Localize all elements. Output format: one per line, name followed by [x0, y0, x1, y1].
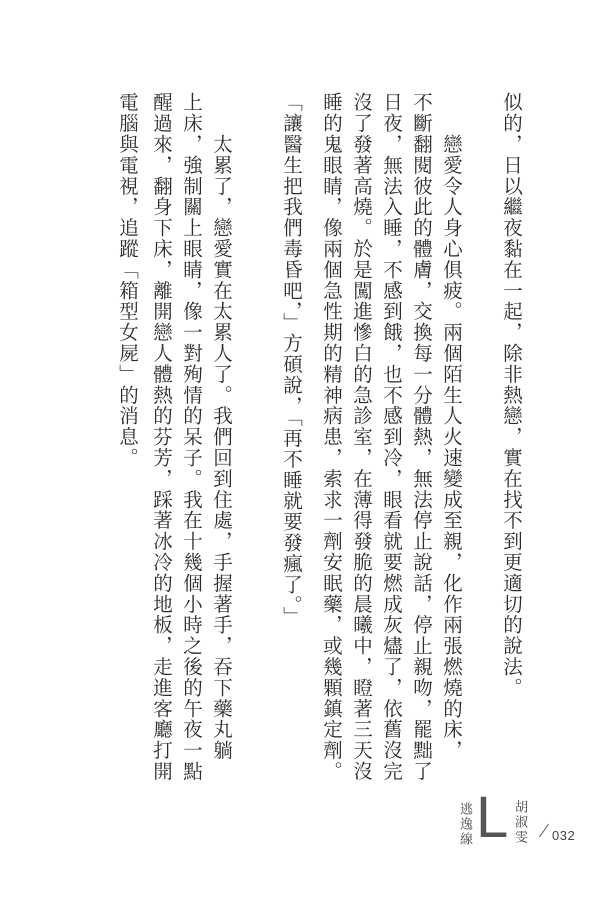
text-line-10: 太累了，戀愛實在太累人了。我們回到住處，手握著手，吞下藥丸躺 [210, 92, 233, 761]
author-name: 胡淑雯 [512, 800, 527, 845]
text-line-3: 戀愛令人身心俱疲。兩個陌生人火速變成至親，化作兩張燃燒的床， [440, 92, 463, 761]
text-line-7: 睡的鬼眼睛，像兩個急性期的精神病患，索求一劑安眠藥，或幾顆鎮定劑。 [320, 92, 343, 782]
text-line-6: 沒了發著高燒。於是闖進慘白的急診室，在薄得發脆的晨曦中，瞪著三天沒 [350, 92, 373, 782]
text-line-12: 醒過來，翻身下床，離開戀人體熱的芬芳，踩著冰冷的地板，走進客廳打開 [150, 92, 173, 782]
text-line-5: 日夜，無法入睡，不感到餓，也不感到冷，眼看就要燃成灰燼了，依舊沒完 [380, 92, 403, 782]
text-line-13: 電腦與電視，追蹤「箱型女屍」的消息。 [116, 92, 139, 469]
text-line-4: 不斷翻閱彼此的體膚，交換每一分體熱，無法停止說話，停止親吻，罷黜了 [410, 92, 433, 782]
book-title: 逃逸線 [457, 802, 472, 847]
page-footer [456, 785, 596, 856]
page-number: 032 [552, 828, 576, 843]
text-line-1: 似的，日以繼夜黏在一起，除非熱戀，實在找不到更適切的說法。 [500, 92, 523, 699]
separator-slash [539, 824, 549, 838]
text-line-8: 「讓醫生把我們毒昏吧，」方碩說，「再不睡就要發瘋了。」 [280, 92, 303, 628]
chapter-letter: L [476, 785, 509, 850]
text-line-11: 上床，強制關上眼睛，像一對殉情的呆子。我在十幾個小時之後的午夜一點 [180, 92, 203, 782]
